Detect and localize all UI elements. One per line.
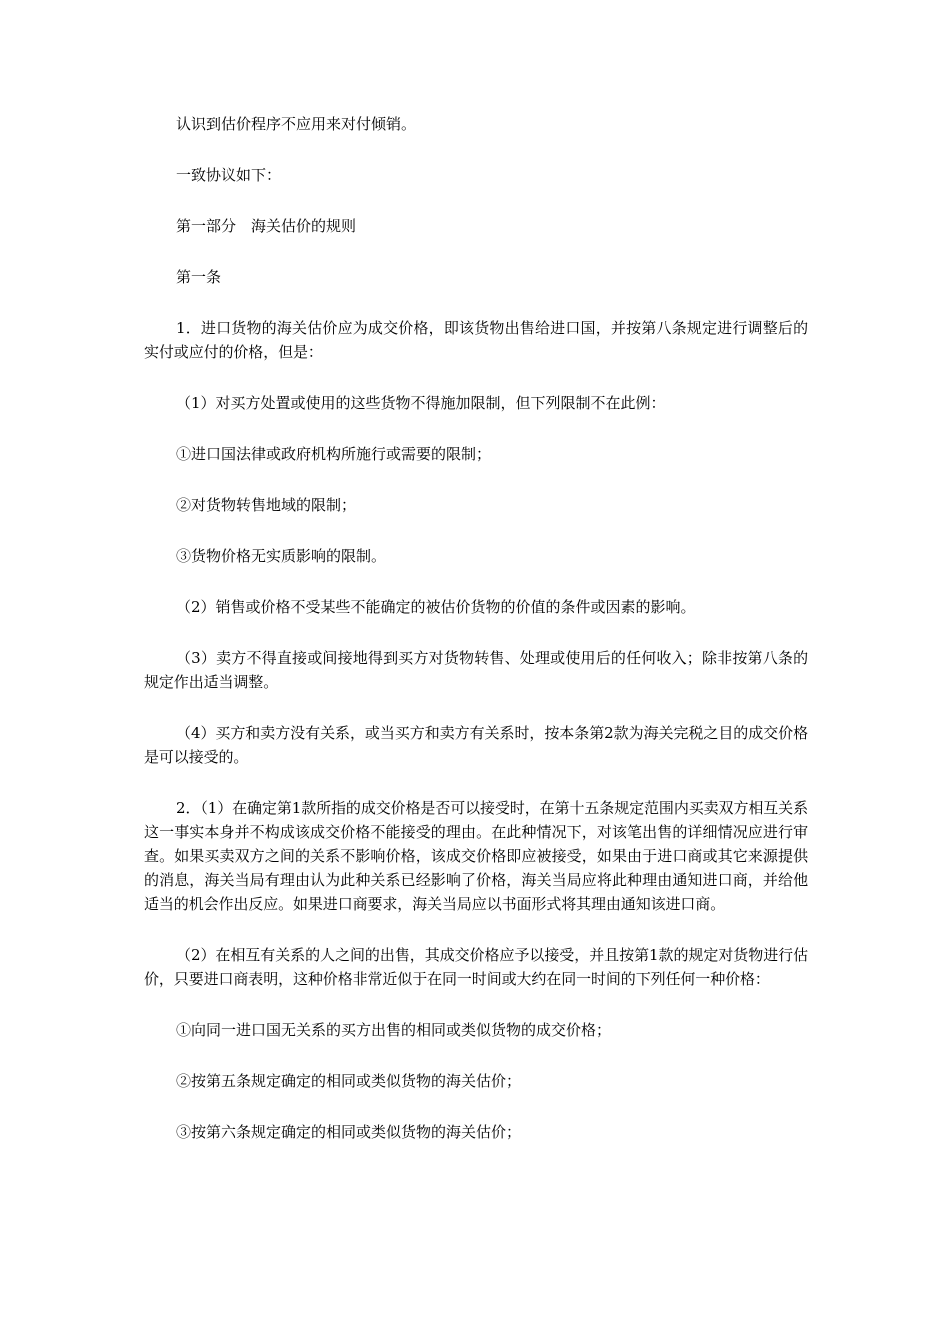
paragraph-condition-1: （1）对买方处置或使用的这些货物不得施加限制，但下列限制不在此例： xyxy=(176,394,666,412)
paragraph-preamble: 认识到估价程序不应用来对付倾销。 xyxy=(176,115,417,133)
list-item-restriction-3: ③货物价格无实质影响的限制。 xyxy=(176,547,387,565)
paragraph-agreement: 一致协议如下： xyxy=(176,166,282,184)
list-item-restriction-1: ①进口国法律或政府机构所施行或需要的限制； xyxy=(176,445,492,463)
paragraph-condition-3: （3）卖方不得直接或间接地得到买方对货物转售、处理或使用后的任何收入；除非按第八条的规定作出适当调整。 xyxy=(144,649,808,691)
list-item-price-3: ③按第六条规定确定的相同或类似货物的海关估价； xyxy=(176,1123,522,1141)
paragraph-condition-2: （2）销售或价格不受某些不能确定的被估价货物的价值的条件或因素的影响。 xyxy=(176,598,696,616)
document-body xyxy=(144,112,808,1144)
article-heading: 第一条 xyxy=(176,268,222,286)
list-item-restriction-2: ②对货物转售地域的限制； xyxy=(176,496,357,514)
paragraph-article1-item2: 2．（1）在确定第1款所指的成交价格是否可以接受时，在第十五条规定范围内买卖双方相互关系这一事实本身并不构成该成交价格不能接受的理由。在此种情况下，对该笔出售的详细情况应进行审查。如果买卖双方之间的关系不影响价格，该成交价格即应被接受，如果由于进口商或其它来源提供的消息，海关当局有理由认为此种关系已经影响了价格，海关当局应将此种理由通知进口商，并给他适当的机会作出反应。如果进口商要求，海关当局应以书面形式将其理由通知该进口商。 xyxy=(144,799,808,913)
paragraph-related-parties: （2）在相互有关系的人之间的出售，其成交价格应予以接受，并且按第1款的规定对货物进行估价，只要进口商表明，这种价格非常近似于在同一时间或大约在同一时间的下列任何一种价格： xyxy=(144,946,808,988)
part-heading: 第一部分 海关估价的规则 xyxy=(176,217,357,235)
list-item-price-2: ②按第五条规定确定的相同或类似货物的海关估价； xyxy=(176,1072,522,1090)
paragraph-article1-item1: 1．进口货物的海关估价应为成交价格，即该货物出售给进口国，并按第八条规定进行调整后的实付或应付的价格，但是： xyxy=(144,319,808,361)
list-item-price-1: ①向同一进口国无关系的买方出售的相同或类似货物的成交价格； xyxy=(176,1021,612,1039)
paragraph-condition-4: （4）买方和卖方没有关系，或当买方和卖方有关系时，按本条第2款为海关完税之目的成交价格是可以接受的。 xyxy=(144,724,808,766)
